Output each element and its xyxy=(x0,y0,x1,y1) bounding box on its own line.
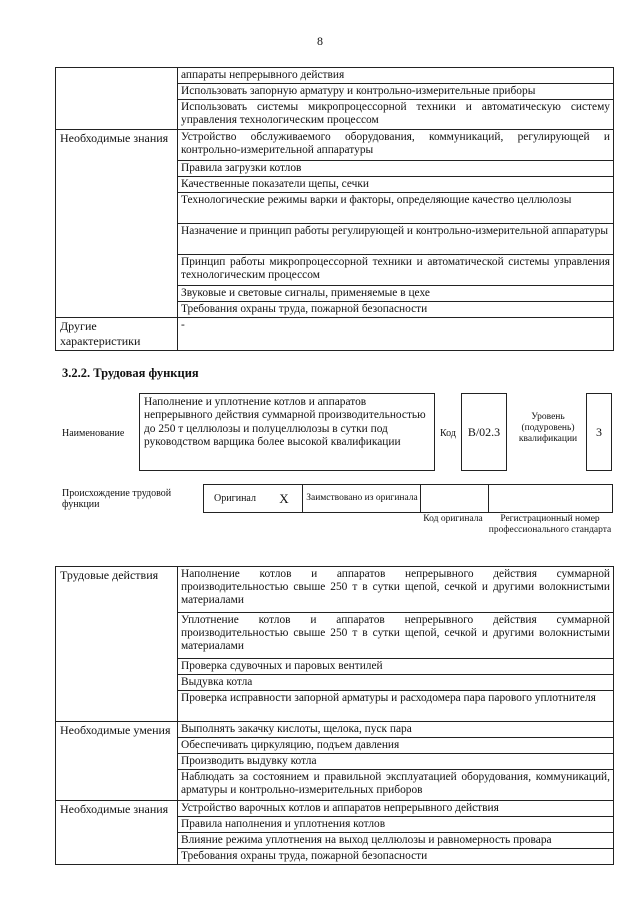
table-cell: Принцип работы микропроцессорной техники и автоматической системы управления технологическим процессом xyxy=(178,255,614,286)
table-cell: Уплотнение котлов и аппаратов непрерывного действия суммарной производительностью свыше 250 т в сутки щепой, сечкой и другими волокнистыми материалами xyxy=(178,613,614,659)
table-cell: Устройство варочных котлов и аппаратов непрерывного действия xyxy=(178,801,614,817)
section-title: 3.2.2. Трудовая функция xyxy=(62,366,199,380)
row-label-knowledge: Необходимые знания xyxy=(56,130,178,318)
table-cell: Проверка сдувочных и паровых вентилей xyxy=(178,659,614,675)
row-label-actions: Трудовые действия xyxy=(56,567,178,722)
reg-number-label: Регистрационный номер профессионального стандарта xyxy=(488,514,612,535)
table-cell: Производить выдувку котла xyxy=(178,754,614,770)
table-cell: Технологические режимы варки и факторы, определяющие качество целлюлозы xyxy=(178,193,614,224)
table-cell: Наблюдать за состоянием и правильной эксплуатацией оборудования, коммуникаций, арматуры и контрольно-измерительных приборов xyxy=(178,770,614,801)
original-label: Оригинал xyxy=(214,493,256,504)
row-label xyxy=(56,68,178,130)
borrowed-label: Заимствовано из оригинала xyxy=(302,485,421,512)
table-cell: Звуковые и световые сигналы, применяемые в цехе xyxy=(178,286,614,302)
row-label-knowledge: Необходимые знания xyxy=(56,801,178,865)
table-cell: Выполнять закачку кислоты, щелока, пуск пара xyxy=(178,722,614,738)
reg-number-cell xyxy=(488,485,613,512)
table-cell: Качественные показатели щепы, сечки xyxy=(178,177,614,193)
function-name: Наполнение и уплотнение котлов и аппаратов непрерывного действия суммарной производительностью до 250 т целлюлозы и полуцеллюлозы в сутки под руководством варщика более высокой квалификации xyxy=(139,393,435,471)
origin-table xyxy=(203,484,613,513)
table-cell: Обеспечивать циркуляцию, подъем давления xyxy=(178,738,614,754)
table-cell: Использовать системы микропроцессорной техники и автоматическую систему управления технологическим процессом xyxy=(178,100,614,130)
table-cell: Требования охраны труда, пожарной безопасности xyxy=(178,302,614,318)
table-cell: Назначение и принцип работы регулирующей и контрольно-измерительной аппаратуры xyxy=(178,224,614,255)
table-labor-function xyxy=(55,566,614,865)
name-label: Наименование xyxy=(62,428,125,439)
table-cell: Правила загрузки котлов xyxy=(178,161,614,177)
level-label: Уровень (подуровень) квалификации xyxy=(518,411,578,444)
table-cell: аппараты непрерывного действия xyxy=(178,68,614,84)
table-cell: Наполнение котлов и аппаратов непрерывного действия суммарной производительностью свыше 250 т в сутки щепой, сечкой и другими волокнистыми материалами xyxy=(178,567,614,613)
page-number: 8 xyxy=(317,34,323,48)
original-mark: X xyxy=(279,490,289,506)
table-cell: Влияние режима уплотнения на выход целлюлозы и равномерность провара xyxy=(178,833,614,849)
code-value: B/02.3 xyxy=(461,393,507,471)
code-original-label: Код оригинала xyxy=(423,514,483,524)
table-cell: Устройство обслуживаемого оборудования, коммуникаций, регулирующей и контрольно-измерительной аппаратуры xyxy=(178,130,614,161)
table-cell: Проверка исправности запорной арматуры и расходомера пара парового уплотнителя xyxy=(178,691,614,722)
table-cell: Использовать запорную арматуру и контрольно-измерительные приборы xyxy=(178,84,614,100)
level-value: 3 xyxy=(586,393,612,471)
table-cell: Требования охраны труда, пожарной безопасности xyxy=(178,849,614,865)
code-original-cell xyxy=(420,485,489,512)
code-label: Код xyxy=(440,428,456,439)
row-label-other: Другие характеристики xyxy=(56,318,178,351)
table-cell: Правила наполнения и уплотнения котлов xyxy=(178,817,614,833)
table-cell: Выдувка котла xyxy=(178,675,614,691)
origin-label: Происхождение трудовой функции xyxy=(62,488,172,510)
row-label-skills: Необходимые умения xyxy=(56,722,178,801)
table-cell: - xyxy=(178,318,614,351)
table-continued-knowledge xyxy=(55,67,614,351)
